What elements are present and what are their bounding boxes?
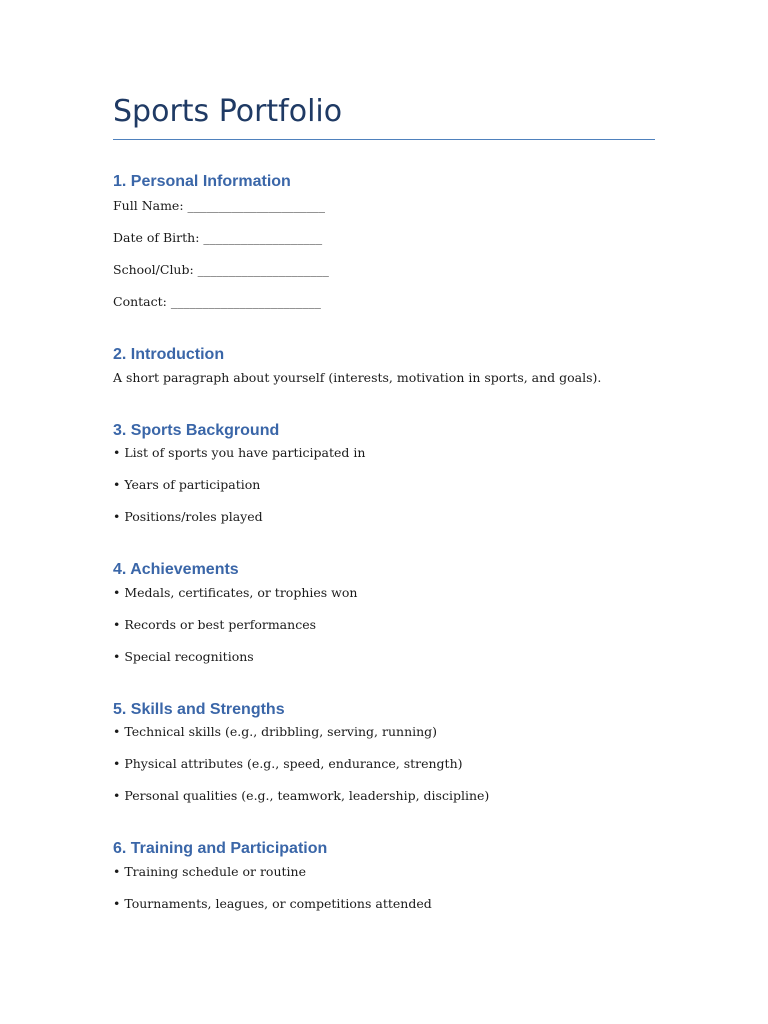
list-item: • Personal qualities (e.g., teamwork, leadership, discipline): [113, 788, 490, 803]
list-item: • Records or best performances: [113, 617, 317, 632]
section-heading-training-and-participation: 6. Training and Participation: [113, 840, 328, 857]
field-full-name: Full Name: ______________________: [113, 198, 326, 213]
list-item: • Physical attributes (e.g., speed, endurance, strength): [113, 756, 463, 771]
list-item: • Years of participation: [113, 477, 261, 492]
title-underline: [113, 139, 655, 140]
list-item: • List of sports you have participated in: [113, 445, 366, 460]
section-heading-skills-and-strengths: 5. Skills and Strengths: [113, 701, 285, 718]
field-contact: Contact: ________________________: [113, 294, 321, 309]
section-heading-sports-background: 3. Sports Background: [113, 422, 280, 439]
field-date-of-birth: Date of Birth: ___________________: [113, 230, 323, 245]
list-item: • Medals, certificates, or trophies won: [113, 585, 358, 600]
list-item: • Technical skills (e.g., dribbling, serving, running): [113, 724, 438, 739]
list-item: • Training schedule or routine: [113, 864, 306, 879]
list-item: • Positions/roles played: [113, 509, 263, 524]
introduction-text: A short paragraph about yourself (interests, motivation in sports, and goals).: [113, 370, 602, 385]
document-title: Sports Portfolio: [113, 94, 343, 129]
field-school-club: School/Club: _____________________: [113, 262, 329, 277]
section-heading-introduction: 2. Introduction: [113, 346, 225, 363]
list-item: • Special recognitions: [113, 649, 254, 664]
list-item: • Tournaments, leagues, or competitions attended: [113, 896, 432, 911]
section-heading-personal-information: 1. Personal Information: [113, 173, 291, 190]
section-heading-achievements: 4. Achievements: [113, 561, 239, 578]
